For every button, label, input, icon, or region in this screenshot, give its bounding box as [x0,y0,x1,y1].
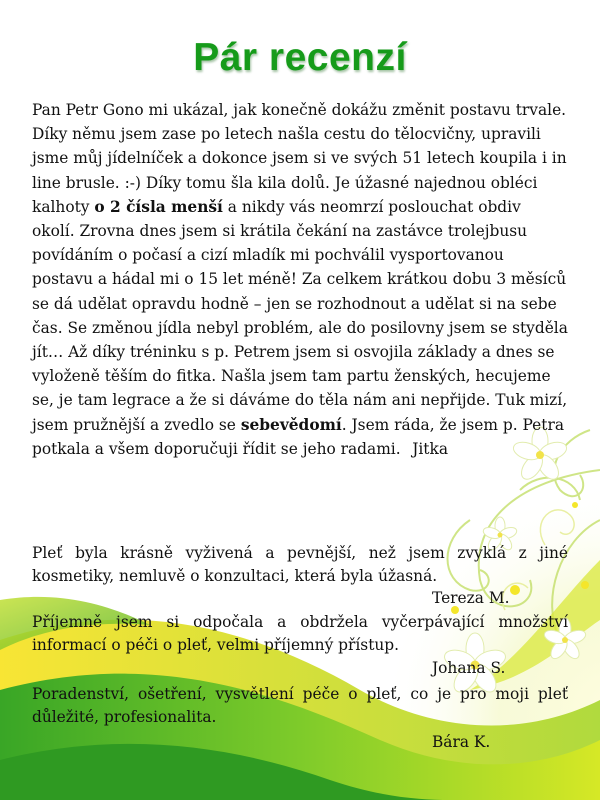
page-title: Pár recenzí [193,36,407,79]
review-author: Jitka [412,439,448,458]
review-emphasis: o 2 čísla menší [94,197,223,216]
review-text: Pan Petr Gono mi ukázal, jak konečně dokážu změnit postavu trvale. Díky němu jsem zase po letech našla cestu do tělocvičny, upravili jsme můj jídelníček a dokonce jsem si ve svých 51 letech koupila i in line brusle. :-) Díky tomu šla kila dolů. Je úžasné najednou obléci kalhoty [32,101,567,216]
review-tereza [32,542,568,587]
review-author: Bára K. [432,733,491,751]
review-author: Johana S. [432,659,506,677]
review-jitka [32,98,568,461]
review-text: a nikdy vás neomrzí poslouchat obdiv okolí. Zrovna dnes jsem si krátila čekání na zastávce trolejbusu povídáním o počasí a cizí mladík mi pochválil vysportovanou postavu a hádal mi o 15 let méně! Za celkem krátkou dobu 3 měsíců se dá udělat opravdu hodně – jen se rozhodnout a udělat si na sebe čas. Se změnou jídla nebyl problém, ale do posilovny jsem se styděla jít… Až díky tréninku s p. Petrem jsem si osvojila základy a dnes se vyloženě těším do fitka. Našla jsem tam partu ženských, hecujeme se, je tam legrace a že si dáváme do těla nám ani nepřijde. Tuk mizí, jsem pružnější a zvedlo se [32,197,568,434]
review-author: Tereza M. [432,589,510,607]
review-text: Příjemně jsem si odpočala a obdržela vyčerpávající množství informací o péči o pleť, velmi příjemný přístup. [32,613,568,654]
review-emphasis: sebevědomí [240,415,342,434]
review-johana [32,611,568,656]
review-text: Pleť byla krásně vyživená a pevnější, než jsem zvyklá z jiné kosmetiky, nemluvě o konzultaci, která byla úžasná. [32,544,568,585]
review-text: . Jsem ráda, že jsem p. Petra potkala a všem doporučuji řídit se jeho radami. [32,415,565,458]
review-text: Poradenství, ošetření, vysvětlení péče o pleť, co je pro moji pleť důležité, profesionalita. [32,685,568,726]
review-bara [32,683,568,728]
